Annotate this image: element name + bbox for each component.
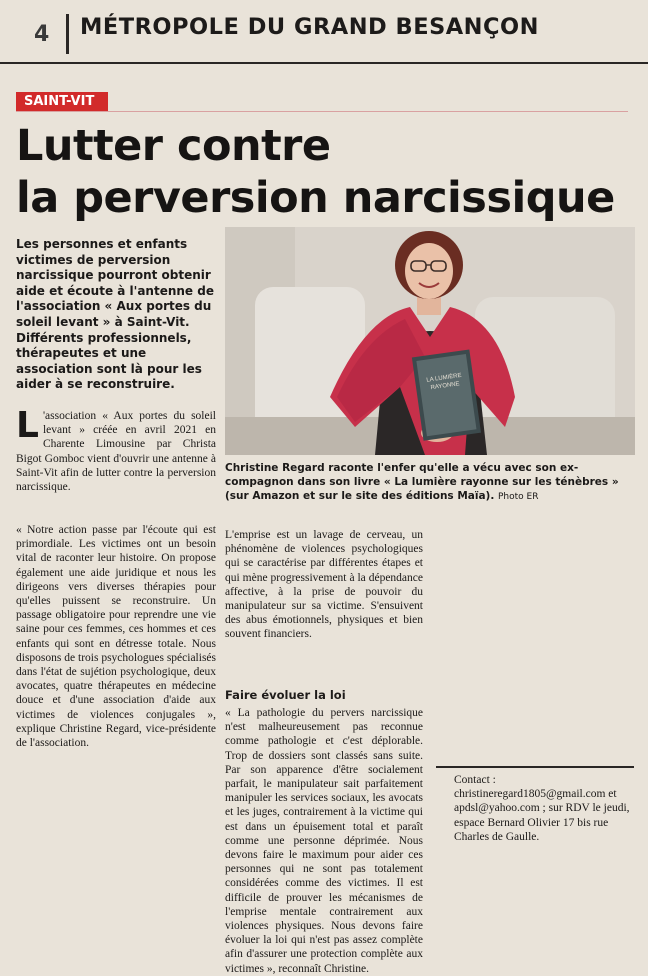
page-header bbox=[0, 0, 648, 64]
photo-illustration bbox=[225, 227, 635, 455]
headline-line-2: la perversion narcissique bbox=[16, 173, 615, 223]
paragraph-3: L'emprise est un lavage de cerveau, un phénomène de violences psychologiques qui se caractérise par différentes étapes et qui mène progressivement à la dépendance affective, à la prise de pouvoir du manipulateur sur sa victime. S'ensuivent des abus émotionnels, physiques et bien souvent financiers. bbox=[225, 529, 423, 641]
caption-text: Christine Regard raconte l'enfer qu'elle a vécu avec son ex-compagnon dans son livre « La lumière rayonne sur les ténèbres » (sur Amazon et sur le site des éditions Maïa). bbox=[225, 462, 619, 502]
drop-cap: L bbox=[16, 405, 39, 446]
photo-caption bbox=[225, 461, 635, 504]
header-divider bbox=[66, 14, 69, 54]
contact-info: Contact : christineregard1805@gmail.com et apdsl@yahoo.com ; sur RDV le jeudi, espace Bernard Olivier 17 bis rue Charles de Gaulle. bbox=[454, 774, 630, 843]
book-title-line-1: LA LUMIÈRE bbox=[426, 372, 462, 384]
article-photo bbox=[225, 227, 635, 455]
paragraph-2: « Notre action passe par l'écoute qui est primordiale. Les victimes ont un besoin vital de raconter leur histoire. On propose également une aide juridique et nous les dirigeons vers diverses thérapies pour qu'elles puissent se reconstruire. Un passage obligatoire pour reprendre une vie saine pour ces femmes, ces hommes et ces enfants qui sont en détresse totale. Nous disposons de trois psychologues spécialisés dans l'état de sujétion psychologique, deux avocates, quatre thérapeutes en médecine douce et d'une association d'aide aux victimes de violences conjugales », explique Christine Regard, vice-présidente de l'association. bbox=[16, 524, 216, 750]
subheading: Faire évoluer la loi bbox=[225, 688, 346, 702]
tag-rule bbox=[16, 111, 628, 112]
paragraph-1: 'association « Aux portes du soleil levant » créée en avril 2021 en Charente Limousine par Christa Bigot Gomboc vient d'ouvrir une antenne à Saint-Vit afin de lutter contre la perversion narcissique. bbox=[16, 410, 216, 494]
intro-paragraph bbox=[16, 405, 216, 494]
paragraph-4: « La pathologie du pervers narcissique n'est malheureusement pas reconnue comme pathologie et c'est déplorable. Trop de dossiers sont classés sans suite. Par son apparence d'être socialement parfait, le manipulateur sait parfaitement manipuler les services sociaux, les avocats et les juges, contrairement à la victime qui est dans un épuisement total et paraît comme une personne déprimée. Nous devons faire le maximum pour aider ces personnes qui ne sont pas totalement considérées comme des victimes. Il est difficile de prouver les mécanismes de l'emprise mentale contrairement aux violences physiques. Nous devons faire évoluer la loi qui n'est pas assez complète afin d'assurer une protection complète aux victimes », reconnaît Christine. bbox=[225, 707, 423, 975]
headline-line-1: Lutter contre bbox=[16, 121, 331, 171]
section-title: MÉTROPOLE DU GRAND BESANÇON bbox=[80, 14, 539, 40]
lead-paragraph: Les personnes et enfants victimes de perversion narcissique pourront obtenir aide et écoute à l'antenne de l'association « Aux portes du soleil levant » à Saint-Vit. Différents professionnels, thérapeutes et une association sont là pour les aider à se reconstruire. bbox=[16, 237, 214, 392]
location-tag: SAINT-VIT bbox=[16, 92, 108, 112]
page-number: 4 bbox=[34, 22, 50, 47]
book-title-line-2: RAYONNE bbox=[430, 381, 461, 392]
photo-credit: Photo ER bbox=[498, 492, 539, 502]
headline bbox=[16, 120, 636, 224]
paragraph-4-continued bbox=[436, 528, 634, 760]
